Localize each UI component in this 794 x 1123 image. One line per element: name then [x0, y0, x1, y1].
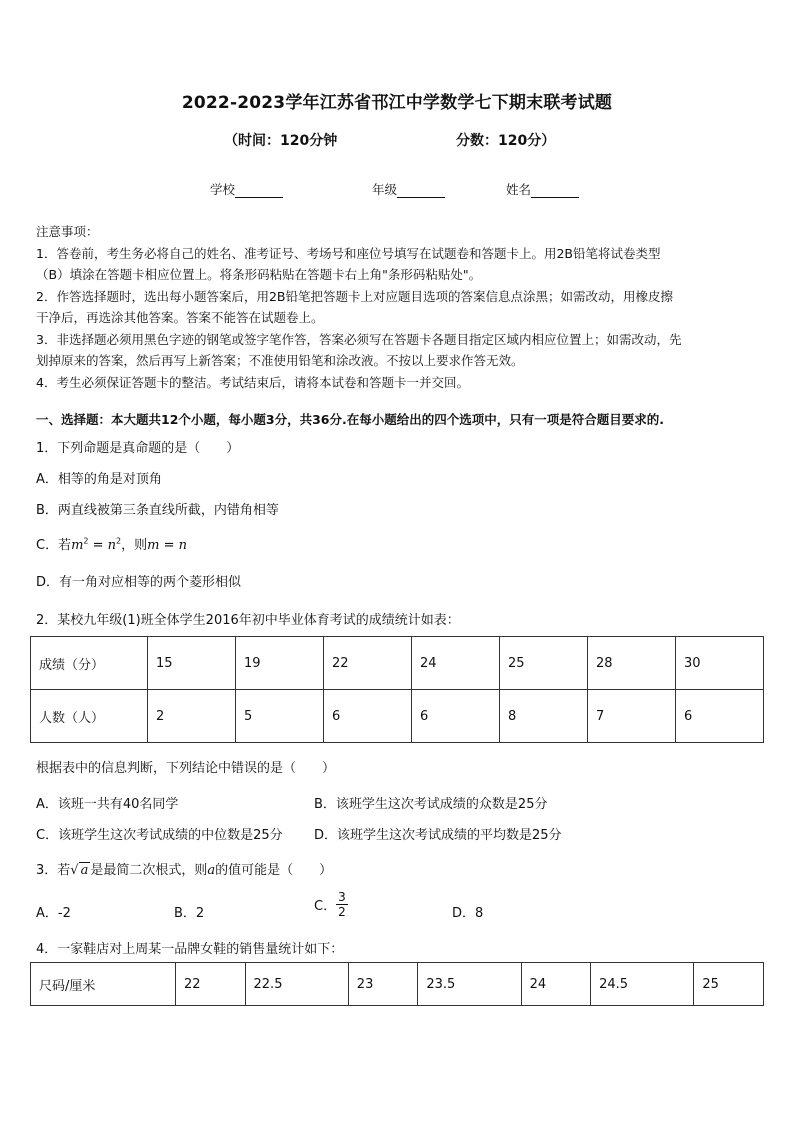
table-cell: 15: [148, 637, 236, 690]
table-cell: 19: [236, 637, 324, 690]
time-label: （时间：120分钟: [224, 133, 338, 149]
note-line: （B）填涂在答题卡相应位置上。将条形码粘贴在答题卡右上角"条形码粘贴处"。: [36, 267, 482, 282]
note-line: 1．答卷前，考生务必将自己的姓名、准考证号、考场号和座位号填写在试题卷和答题卡上。用2B铅笔将试卷类型: [36, 245, 661, 261]
q3-stem: 3．若√ a 是最简二次根式，则a的值可能是（ ）: [36, 863, 333, 878]
q4-stem: 4．一家鞋店对上周某一品牌女鞋的销售量统计如下：: [36, 942, 344, 957]
table-cell: 8: [500, 690, 588, 743]
note-line: 2．作答选择题时，选出每小题答案后，用2B铅笔把答题卡上对应题目选项的答案信息点涂黑；如需改动，用橡皮擦: [36, 288, 673, 304]
q3-option-a: A．-2: [36, 906, 71, 921]
notes-heading: 注意事项：: [36, 224, 99, 239]
section-heading: 一、选择题：本大题共12个小题，每小题3分，共36分.在每小题给出的四个选项中，只有一项是符合题目要求的.: [36, 412, 664, 427]
table-cell: 22: [324, 637, 412, 690]
table-cell: 25: [694, 963, 764, 1006]
table-cell: 23: [348, 963, 418, 1006]
q2-option-b: B．该班学生这次考试成绩的众数是25分: [314, 797, 548, 812]
table-cell: 24: [412, 637, 500, 690]
table-cell: 人数（人）: [31, 690, 148, 743]
q3-option-d: D．8: [452, 906, 484, 921]
score-table: [30, 636, 764, 743]
q2-option-c: C．该班学生这次考试成绩的中位数是25分: [36, 828, 283, 843]
table-cell: 6: [324, 690, 412, 743]
table-cell: 成绩（分）: [31, 637, 148, 690]
table-cell: 30: [676, 637, 764, 690]
school-field: 学校: [210, 180, 283, 198]
table-cell: 尺码/厘米: [31, 963, 176, 1006]
table-cell: 28: [588, 637, 676, 690]
table-cell: 25: [500, 637, 588, 690]
q3-option-b: B．2: [174, 906, 205, 921]
grade-field: 年级: [372, 180, 445, 198]
table-cell: 6: [412, 690, 500, 743]
sqrt-expression: √ a: [70, 863, 89, 878]
page-title: 2022-2023学年江苏省邗江中学数学七下期末联考试题: [181, 93, 613, 113]
school-blank[interactable]: [235, 185, 283, 198]
table-cell: 24: [521, 963, 591, 1006]
name-blank[interactable]: [531, 185, 579, 198]
table-cell: 24.5: [591, 963, 694, 1006]
table-cell: 22.5: [245, 963, 348, 1006]
q2-option-d: D．该班学生这次考试成绩的平均数是25分: [314, 828, 562, 843]
grade-blank[interactable]: [397, 185, 445, 198]
q2-stem: 2．某校九年级(1)班全体学生2016年初中毕业体育考试的成绩统计如表：: [36, 613, 460, 628]
q2-option-a: A．该班一共有40名同学: [36, 797, 179, 812]
q1-stem: 1．下列命题是真命题的是（ ）: [36, 441, 240, 456]
fraction: $\frac{3}{2}$: [338, 890, 346, 919]
table-cell: 23.5: [418, 963, 521, 1006]
note-line: 3．非选择题必须用黑色字迹的钢笔或签字笔作答，答案必须写在答题卡各题目指定区域内相应位置上；如需改动，先: [36, 331, 682, 347]
table-row: [31, 963, 764, 1006]
score-label: 分数：120分）: [456, 133, 556, 149]
table-row: [31, 690, 764, 743]
name-field: 姓名: [506, 180, 579, 198]
table-cell: 6: [676, 690, 764, 743]
q1-option-c: C．若$m^2 = n^2$，则m = n: [36, 536, 188, 553]
shoe-size-table: [30, 962, 764, 1006]
note-line: 4．考生必须保证答题卡的整洁。考试结束后，请将本试卷和答题卡一并交回。: [36, 374, 469, 390]
table-cell: 7: [588, 690, 676, 743]
q1-option-b: B．两直线被第三条直线所截，内错角相等: [36, 503, 279, 518]
table-cell: 2: [148, 690, 236, 743]
q2-question: 根据表中的信息判断，下列结论中错误的是（ ）: [36, 761, 336, 776]
q3-option-c: C． $\frac{3}{2}$: [314, 890, 346, 919]
q1-option-a: A．相等的角是对顶角: [36, 472, 162, 487]
q1-option-d: D．有一角对应相等的两个菱形相似: [36, 575, 242, 590]
note-line: 划掉原来的答案，然后再写上新答案；不准使用铅笔和涂改液。不按以上要求作答无效。: [36, 353, 524, 368]
notes-section: [36, 221, 762, 393]
table-cell: 22: [176, 963, 246, 1006]
table-row: [31, 637, 764, 690]
table-cell: 5: [236, 690, 324, 743]
note-line: 干净后，再选涂其他答案。答案不能答在试题卷上。: [36, 310, 324, 325]
